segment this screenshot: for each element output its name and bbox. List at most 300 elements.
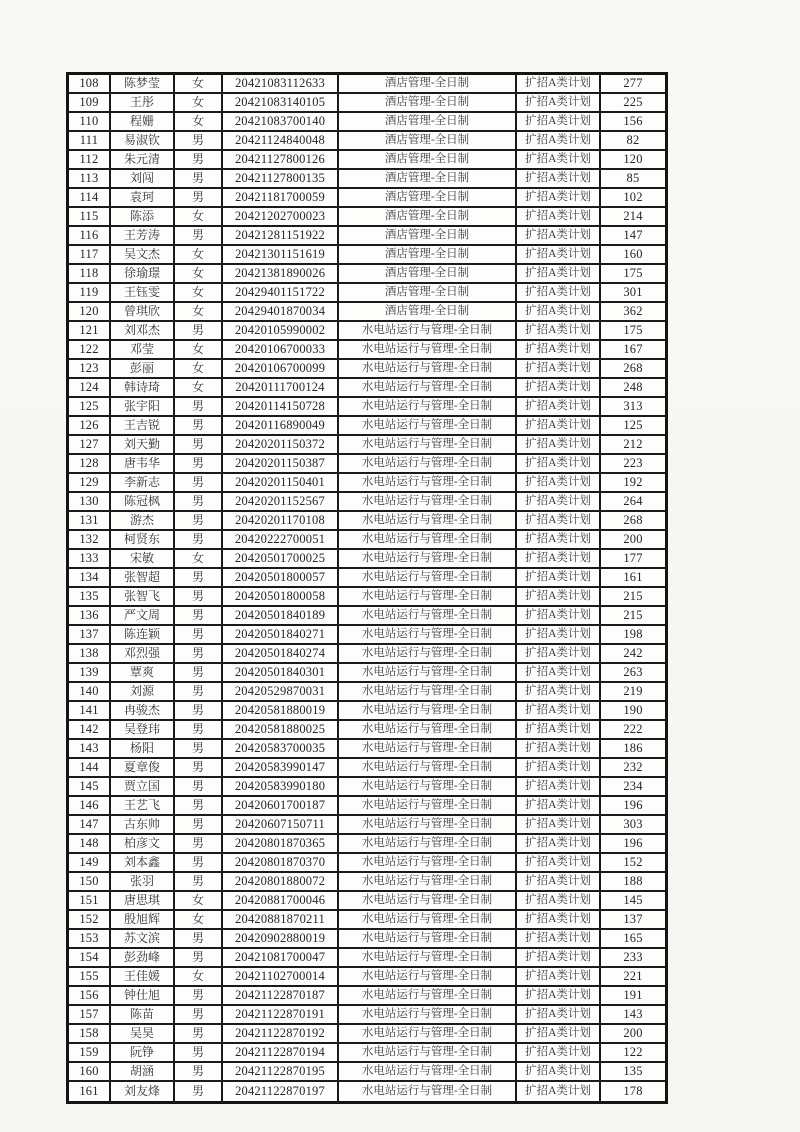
- cell-plan-type: 扩招A类计划: [517, 607, 601, 626]
- cell-name: 陈添: [111, 208, 175, 227]
- cell-plan-type: 扩招A类计划: [517, 512, 601, 531]
- cell-plan-type: 扩招A类计划: [517, 550, 601, 569]
- cell-name: 陈冠枫: [111, 493, 175, 512]
- cell-name: 刘天勤: [111, 436, 175, 455]
- cell-gender: 女: [175, 75, 223, 94]
- cell-plan-type: 扩招A类计划: [517, 246, 601, 265]
- cell-gender: 女: [175, 360, 223, 379]
- cell-name: 杨阳: [111, 740, 175, 759]
- cell-gender: 女: [175, 968, 223, 987]
- cell-candidate-no: 20421122870194: [223, 1044, 339, 1063]
- cell-major: 水电站运行与管理-全日制: [339, 398, 517, 417]
- cell-score: 242: [601, 645, 665, 664]
- cell-plan-type: 扩招A类计划: [517, 987, 601, 1006]
- cell-no: 150: [69, 873, 111, 892]
- cell-candidate-no: 20420801880072: [223, 873, 339, 892]
- cell-candidate-no: 20420501800058: [223, 588, 339, 607]
- cell-candidate-no: 20420106700099: [223, 360, 339, 379]
- cell-gender: 男: [175, 816, 223, 835]
- cell-score: 175: [601, 322, 665, 341]
- cell-candidate-no: 20420583990147: [223, 759, 339, 778]
- cell-no: 112: [69, 151, 111, 170]
- cell-no: 161: [69, 1082, 111, 1101]
- cell-gender: 男: [175, 721, 223, 740]
- cell-gender: 女: [175, 379, 223, 398]
- cell-score: 268: [601, 512, 665, 531]
- cell-gender: 女: [175, 550, 223, 569]
- cell-candidate-no: 20420881870211: [223, 911, 339, 930]
- cell-candidate-no: 20420501840189: [223, 607, 339, 626]
- cell-major: 水电站运行与管理-全日制: [339, 322, 517, 341]
- cell-candidate-no: 20420116890049: [223, 417, 339, 436]
- cell-gender: 男: [175, 778, 223, 797]
- cell-no: 126: [69, 417, 111, 436]
- cell-candidate-no: 20420105990002: [223, 322, 339, 341]
- cell-candidate-no: 20420201150401: [223, 474, 339, 493]
- cell-gender: 男: [175, 493, 223, 512]
- cell-major: 酒店管理-全日制: [339, 132, 517, 151]
- cell-major: 酒店管理-全日制: [339, 303, 517, 322]
- cell-score: 156: [601, 113, 665, 132]
- cell-no: 121: [69, 322, 111, 341]
- cell-major: 水电站运行与管理-全日制: [339, 816, 517, 835]
- cell-gender: 男: [175, 740, 223, 759]
- cell-candidate-no: 20420201170108: [223, 512, 339, 531]
- cell-plan-type: 扩招A类计划: [517, 284, 601, 303]
- cell-candidate-no: 20421122870192: [223, 1025, 339, 1044]
- cell-candidate-no: 20421122870191: [223, 1006, 339, 1025]
- cell-plan-type: 扩招A类计划: [517, 1006, 601, 1025]
- cell-candidate-no: 20420607150711: [223, 816, 339, 835]
- cell-gender: 女: [175, 341, 223, 360]
- cell-candidate-no: 20421102700014: [223, 968, 339, 987]
- cell-no: 142: [69, 721, 111, 740]
- cell-plan-type: 扩招A类计划: [517, 759, 601, 778]
- cell-name: 殷旭辉: [111, 911, 175, 930]
- cell-score: 85: [601, 170, 665, 189]
- cell-gender: 男: [175, 1044, 223, 1063]
- cell-name: 王吉锐: [111, 417, 175, 436]
- cell-major: 水电站运行与管理-全日制: [339, 341, 517, 360]
- cell-no: 130: [69, 493, 111, 512]
- cell-name: 钟仕旭: [111, 987, 175, 1006]
- cell-score: 268: [601, 360, 665, 379]
- cell-no: 116: [69, 227, 111, 246]
- score-table: [66, 72, 668, 1104]
- cell-candidate-no: 20420201150372: [223, 436, 339, 455]
- cell-gender: 男: [175, 683, 223, 702]
- cell-plan-type: 扩招A类计划: [517, 170, 601, 189]
- cell-no: 159: [69, 1044, 111, 1063]
- cell-candidate-no: 20420583700035: [223, 740, 339, 759]
- cell-score: 145: [601, 892, 665, 911]
- cell-score: 137: [601, 911, 665, 930]
- cell-gender: 男: [175, 170, 223, 189]
- cell-score: 263: [601, 664, 665, 683]
- cell-no: 157: [69, 1006, 111, 1025]
- cell-plan-type: 扩招A类计划: [517, 455, 601, 474]
- cell-plan-type: 扩招A类计划: [517, 949, 601, 968]
- cell-major: 水电站运行与管理-全日制: [339, 550, 517, 569]
- cell-score: 175: [601, 265, 665, 284]
- cell-name: 程姗: [111, 113, 175, 132]
- cell-gender: 男: [175, 512, 223, 531]
- cell-plan-type: 扩招A类计划: [517, 1082, 601, 1101]
- cell-major: 酒店管理-全日制: [339, 189, 517, 208]
- cell-plan-type: 扩招A类计划: [517, 588, 601, 607]
- cell-gender: 女: [175, 94, 223, 113]
- cell-plan-type: 扩招A类计划: [517, 1044, 601, 1063]
- cell-major: 水电站运行与管理-全日制: [339, 1082, 517, 1101]
- cell-no: 138: [69, 645, 111, 664]
- cell-gender: 女: [175, 303, 223, 322]
- cell-candidate-no: 20421127800126: [223, 151, 339, 170]
- cell-gender: 男: [175, 227, 223, 246]
- cell-plan-type: 扩招A类计划: [517, 740, 601, 759]
- cell-name: 王艺飞: [111, 797, 175, 816]
- cell-name: 陈连颖: [111, 626, 175, 645]
- cell-candidate-no: 20420501700025: [223, 550, 339, 569]
- cell-candidate-no: 20421124840048: [223, 132, 339, 151]
- cell-candidate-no: 20420201150387: [223, 455, 339, 474]
- cell-score: 264: [601, 493, 665, 512]
- cell-no: 120: [69, 303, 111, 322]
- cell-gender: 男: [175, 455, 223, 474]
- cell-candidate-no: 20420501840301: [223, 664, 339, 683]
- cell-major: 酒店管理-全日制: [339, 208, 517, 227]
- cell-major: 水电站运行与管理-全日制: [339, 1006, 517, 1025]
- cell-plan-type: 扩招A类计划: [517, 151, 601, 170]
- cell-score: 165: [601, 930, 665, 949]
- cell-major: 水电站运行与管理-全日制: [339, 854, 517, 873]
- cell-no: 111: [69, 132, 111, 151]
- cell-gender: 男: [175, 797, 223, 816]
- cell-name: 陈梦莹: [111, 75, 175, 94]
- cell-name: 张羽: [111, 873, 175, 892]
- cell-candidate-no: 20420529870031: [223, 683, 339, 702]
- cell-score: 222: [601, 721, 665, 740]
- cell-name: 易淑钦: [111, 132, 175, 151]
- cell-name: 冉骏杰: [111, 702, 175, 721]
- cell-score: 232: [601, 759, 665, 778]
- cell-no: 127: [69, 436, 111, 455]
- cell-major: 水电站运行与管理-全日制: [339, 493, 517, 512]
- cell-gender: 男: [175, 588, 223, 607]
- cell-name: 张智超: [111, 569, 175, 588]
- cell-plan-type: 扩招A类计划: [517, 626, 601, 645]
- cell-no: 147: [69, 816, 111, 835]
- cell-gender: 男: [175, 930, 223, 949]
- cell-gender: 男: [175, 1063, 223, 1082]
- cell-plan-type: 扩招A类计划: [517, 911, 601, 930]
- cell-major: 水电站运行与管理-全日制: [339, 797, 517, 816]
- cell-no: 141: [69, 702, 111, 721]
- cell-score: 190: [601, 702, 665, 721]
- cell-score: 161: [601, 569, 665, 588]
- cell-candidate-no: 20420581880025: [223, 721, 339, 740]
- cell-no: 117: [69, 246, 111, 265]
- cell-plan-type: 扩招A类计划: [517, 645, 601, 664]
- cell-plan-type: 扩招A类计划: [517, 75, 601, 94]
- cell-score: 248: [601, 379, 665, 398]
- cell-name: 柏彦文: [111, 835, 175, 854]
- cell-name: 邓莹: [111, 341, 175, 360]
- cell-no: 128: [69, 455, 111, 474]
- cell-plan-type: 扩招A类计划: [517, 113, 601, 132]
- cell-score: 167: [601, 341, 665, 360]
- cell-no: 154: [69, 949, 111, 968]
- cell-name: 张宇阳: [111, 398, 175, 417]
- cell-major: 酒店管理-全日制: [339, 151, 517, 170]
- cell-plan-type: 扩招A类计划: [517, 1025, 601, 1044]
- cell-gender: 男: [175, 151, 223, 170]
- cell-score: 152: [601, 854, 665, 873]
- cell-candidate-no: 20420581880019: [223, 702, 339, 721]
- cell-gender: 女: [175, 892, 223, 911]
- cell-name: 阮铮: [111, 1044, 175, 1063]
- cell-name: 古东帅: [111, 816, 175, 835]
- cell-score: 102: [601, 189, 665, 208]
- cell-score: 178: [601, 1082, 665, 1101]
- cell-gender: 男: [175, 873, 223, 892]
- cell-score: 200: [601, 1025, 665, 1044]
- cell-gender: 男: [175, 132, 223, 151]
- cell-name: 吴文杰: [111, 246, 175, 265]
- cell-plan-type: 扩招A类计划: [517, 531, 601, 550]
- cell-score: 225: [601, 94, 665, 113]
- cell-candidate-no: 20421127800135: [223, 170, 339, 189]
- cell-name: 刘闯: [111, 170, 175, 189]
- cell-candidate-no: 20429401151722: [223, 284, 339, 303]
- cell-plan-type: 扩招A类计划: [517, 379, 601, 398]
- cell-gender: 女: [175, 113, 223, 132]
- cell-score: 177: [601, 550, 665, 569]
- cell-major: 水电站运行与管理-全日制: [339, 759, 517, 778]
- cell-candidate-no: 20421381890026: [223, 265, 339, 284]
- cell-plan-type: 扩招A类计划: [517, 322, 601, 341]
- cell-gender: 女: [175, 208, 223, 227]
- cell-score: 120: [601, 151, 665, 170]
- cell-no: 115: [69, 208, 111, 227]
- cell-major: 酒店管理-全日制: [339, 94, 517, 113]
- cell-plan-type: 扩招A类计划: [517, 208, 601, 227]
- cell-score: 233: [601, 949, 665, 968]
- cell-plan-type: 扩招A类计划: [517, 968, 601, 987]
- cell-name: 唐思琪: [111, 892, 175, 911]
- cell-score: 125: [601, 417, 665, 436]
- cell-no: 137: [69, 626, 111, 645]
- cell-name: 吴登玮: [111, 721, 175, 740]
- cell-plan-type: 扩招A类计划: [517, 721, 601, 740]
- cell-no: 153: [69, 930, 111, 949]
- cell-plan-type: 扩招A类计划: [517, 664, 601, 683]
- cell-major: 水电站运行与管理-全日制: [339, 702, 517, 721]
- cell-no: 149: [69, 854, 111, 873]
- cell-plan-type: 扩招A类计划: [517, 835, 601, 854]
- cell-name: 王钰雯: [111, 284, 175, 303]
- cell-plan-type: 扩招A类计划: [517, 930, 601, 949]
- cell-no: 160: [69, 1063, 111, 1082]
- cell-candidate-no: 20420111700124: [223, 379, 339, 398]
- cell-plan-type: 扩招A类计划: [517, 493, 601, 512]
- cell-name: 彭丽: [111, 360, 175, 379]
- cell-no: 132: [69, 531, 111, 550]
- cell-name: 陈苗: [111, 1006, 175, 1025]
- cell-score: 219: [601, 683, 665, 702]
- cell-score: 160: [601, 246, 665, 265]
- cell-name: 张智飞: [111, 588, 175, 607]
- cell-plan-type: 扩招A类计划: [517, 398, 601, 417]
- cell-score: 122: [601, 1044, 665, 1063]
- cell-name: 覃爽: [111, 664, 175, 683]
- cell-plan-type: 扩招A类计划: [517, 132, 601, 151]
- cell-name: 吴昊: [111, 1025, 175, 1044]
- cell-gender: 男: [175, 436, 223, 455]
- cell-no: 125: [69, 398, 111, 417]
- cell-major: 水电站运行与管理-全日制: [339, 664, 517, 683]
- cell-name: 刘友烽: [111, 1082, 175, 1101]
- cell-candidate-no: 20420114150728: [223, 398, 339, 417]
- cell-major: 水电站运行与管理-全日制: [339, 360, 517, 379]
- cell-plan-type: 扩招A类计划: [517, 873, 601, 892]
- cell-gender: 男: [175, 835, 223, 854]
- cell-score: 221: [601, 968, 665, 987]
- cell-candidate-no: 20420583990180: [223, 778, 339, 797]
- cell-plan-type: 扩招A类计划: [517, 474, 601, 493]
- cell-plan-type: 扩招A类计划: [517, 436, 601, 455]
- cell-major: 水电站运行与管理-全日制: [339, 1025, 517, 1044]
- cell-name: 徐瑜璟: [111, 265, 175, 284]
- cell-no: 134: [69, 569, 111, 588]
- cell-name: 刘邓杰: [111, 322, 175, 341]
- cell-candidate-no: 20420222700051: [223, 531, 339, 550]
- cell-name: 严文周: [111, 607, 175, 626]
- cell-name: 贾立国: [111, 778, 175, 797]
- cell-candidate-no: 20421181700059: [223, 189, 339, 208]
- cell-no: 151: [69, 892, 111, 911]
- cell-major: 水电站运行与管理-全日制: [339, 911, 517, 930]
- cell-candidate-no: 20421281151922: [223, 227, 339, 246]
- cell-gender: 男: [175, 531, 223, 550]
- cell-candidate-no: 20421301151619: [223, 246, 339, 265]
- cell-no: 158: [69, 1025, 111, 1044]
- cell-gender: 男: [175, 607, 223, 626]
- cell-plan-type: 扩招A类计划: [517, 417, 601, 436]
- cell-plan-type: 扩招A类计划: [517, 854, 601, 873]
- cell-score: 82: [601, 132, 665, 151]
- cell-major: 水电站运行与管理-全日制: [339, 436, 517, 455]
- cell-name: 王彤: [111, 94, 175, 113]
- cell-score: 147: [601, 227, 665, 246]
- cell-gender: 男: [175, 417, 223, 436]
- cell-candidate-no: 20420106700033: [223, 341, 339, 360]
- cell-name: 曾琪欣: [111, 303, 175, 322]
- cell-major: 水电站运行与管理-全日制: [339, 1063, 517, 1082]
- cell-major: 水电站运行与管理-全日制: [339, 417, 517, 436]
- cell-score: 313: [601, 398, 665, 417]
- cell-major: 水电站运行与管理-全日制: [339, 835, 517, 854]
- cell-plan-type: 扩招A类计划: [517, 303, 601, 322]
- cell-plan-type: 扩招A类计划: [517, 569, 601, 588]
- cell-gender: 男: [175, 664, 223, 683]
- cell-score: 223: [601, 455, 665, 474]
- cell-plan-type: 扩招A类计划: [517, 683, 601, 702]
- cell-gender: 男: [175, 645, 223, 664]
- cell-plan-type: 扩招A类计划: [517, 797, 601, 816]
- cell-gender: 男: [175, 854, 223, 873]
- cell-name: 王佳媛: [111, 968, 175, 987]
- cell-score: 303: [601, 816, 665, 835]
- cell-candidate-no: 20421122870187: [223, 987, 339, 1006]
- cell-gender: 男: [175, 702, 223, 721]
- cell-name: 胡涵: [111, 1063, 175, 1082]
- cell-no: 152: [69, 911, 111, 930]
- cell-major: 水电站运行与管理-全日制: [339, 531, 517, 550]
- cell-plan-type: 扩招A类计划: [517, 360, 601, 379]
- cell-no: 124: [69, 379, 111, 398]
- cell-major: 水电站运行与管理-全日制: [339, 569, 517, 588]
- cell-major: 酒店管理-全日制: [339, 284, 517, 303]
- cell-major: 水电站运行与管理-全日制: [339, 892, 517, 911]
- cell-score: 196: [601, 835, 665, 854]
- cell-name: 彭劲峰: [111, 949, 175, 968]
- cell-candidate-no: 20420801870370: [223, 854, 339, 873]
- cell-gender: 男: [175, 1006, 223, 1025]
- cell-major: 酒店管理-全日制: [339, 170, 517, 189]
- cell-no: 119: [69, 284, 111, 303]
- cell-candidate-no: 20420902880019: [223, 930, 339, 949]
- cell-no: 136: [69, 607, 111, 626]
- cell-no: 114: [69, 189, 111, 208]
- cell-candidate-no: 20420501840274: [223, 645, 339, 664]
- cell-no: 156: [69, 987, 111, 1006]
- cell-gender: 男: [175, 474, 223, 493]
- cell-major: 水电站运行与管理-全日制: [339, 379, 517, 398]
- cell-gender: 男: [175, 569, 223, 588]
- cell-no: 144: [69, 759, 111, 778]
- cell-major: 水电站运行与管理-全日制: [339, 626, 517, 645]
- cell-plan-type: 扩招A类计划: [517, 189, 601, 208]
- cell-score: 215: [601, 607, 665, 626]
- cell-gender: 女: [175, 911, 223, 930]
- cell-name: 朱元清: [111, 151, 175, 170]
- cell-candidate-no: 20420501800057: [223, 569, 339, 588]
- cell-candidate-no: 20421122870197: [223, 1082, 339, 1101]
- cell-major: 水电站运行与管理-全日制: [339, 968, 517, 987]
- cell-no: 146: [69, 797, 111, 816]
- cell-score: 198: [601, 626, 665, 645]
- cell-name: 袁珂: [111, 189, 175, 208]
- cell-no: 143: [69, 740, 111, 759]
- cell-no: 133: [69, 550, 111, 569]
- cell-plan-type: 扩招A类计划: [517, 702, 601, 721]
- cell-major: 水电站运行与管理-全日制: [339, 949, 517, 968]
- cell-candidate-no: 20420881700046: [223, 892, 339, 911]
- cell-gender: 女: [175, 284, 223, 303]
- cell-major: 水电站运行与管理-全日制: [339, 1044, 517, 1063]
- cell-no: 118: [69, 265, 111, 284]
- cell-major: 水电站运行与管理-全日制: [339, 607, 517, 626]
- cell-score: 135: [601, 1063, 665, 1082]
- cell-no: 109: [69, 94, 111, 113]
- cell-plan-type: 扩招A类计划: [517, 227, 601, 246]
- cell-major: 水电站运行与管理-全日制: [339, 455, 517, 474]
- cell-candidate-no: 20429401870034: [223, 303, 339, 322]
- cell-name: 夏章俊: [111, 759, 175, 778]
- cell-no: 113: [69, 170, 111, 189]
- cell-gender: 男: [175, 949, 223, 968]
- cell-gender: 女: [175, 246, 223, 265]
